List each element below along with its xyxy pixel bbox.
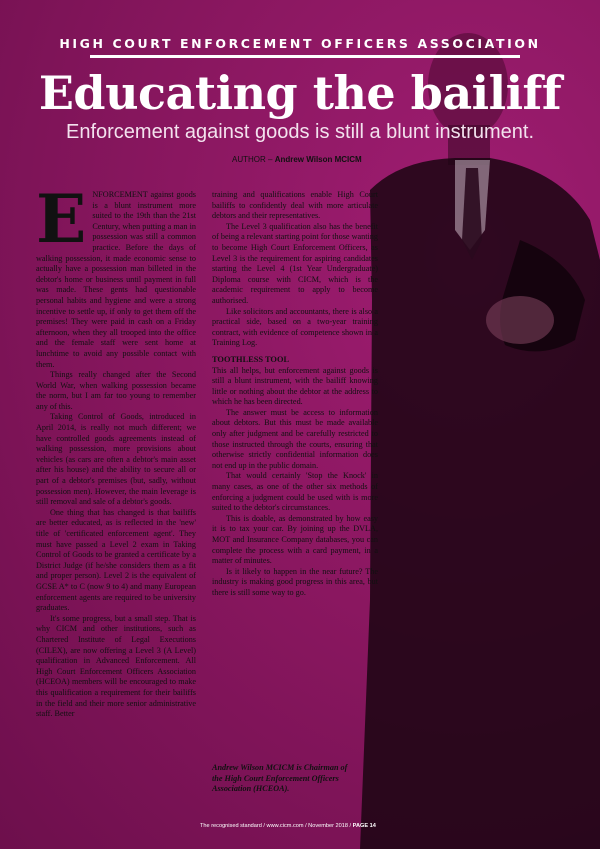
author-bio: Andrew Wilson MCICM is Chairman of the High Court Enforcement Officers Association (HCEOA). [212, 763, 348, 794]
section-title: HIGH COURT ENFORCEMENT OFFICERS ASSOCIATION [59, 36, 541, 51]
page-footer [200, 823, 376, 829]
title-rule [90, 55, 520, 58]
subheading: TOOTHLESS TOOL [212, 354, 290, 364]
article-paragraph: That would certainly 'Stop the Knock' in many cases, as one of the other six methods of enforcing a judgment could be used with is more suited to the debtor's circumstances. [212, 471, 378, 513]
article-paragraph: Things really changed after the Second World War, when walking possession became the norm, but I am far too young to remember any of this. [36, 370, 196, 411]
subhead: Enforcement against goods is still a blunt instrument. [65, 121, 535, 143]
article-paragraph: Taking Control of Goods, introduced in April 2014, is really not much different; we have controlled goods agreements instead of walking possession, more provisions about vehicles (as cars are often a debtor's main asset after his house) and the ability to secure all or part of a debtor's premises (but, sadly, without possession men). However, the main leverage is still removal and sale of a debtor's goods. [36, 412, 196, 507]
article-paragraph: It's some progress, but a small step. That is why CICM and other institutions, such as Chartered Institute of Legal Executions (CILEX), are now offering a Level 3 (A Level) qualification in Advanced Enforcement. All High Court Enforcement Officers Association (HCEOA) members will be encouraged to make this qualification a requirement for their bailiffs in the field and their more senior administrative staff. Better [36, 613, 196, 719]
author-name: Andrew Wilson MCICM [274, 155, 362, 164]
footer-text: The recognised standard / www.cicm.com / November 2018 / [200, 823, 353, 829]
article-column-1 [36, 180, 196, 720]
article-paragraph [36, 180, 196, 370]
drop-cap: E [36, 180, 87, 258]
page-number: PAGE 14 [352, 823, 376, 829]
article-column-2 [212, 190, 378, 599]
article-paragraph: The Level 3 qualification also has the benefit of being a relevant starting point for those wanting to become High Court Enforcement Officers, as Level 3 is the requirement for aspiring candidates starting the Level 4 (1st Year Undergraduate) Diploma course with CICM, which is the academic requirement to apply to become authorised. [212, 221, 378, 305]
article-paragraph: Like solicitors and accountants, there is also a practical side, based on a two-year training contract, with evidence of competence shown in a Training Log. [212, 306, 378, 348]
author-byline [232, 155, 362, 164]
article-paragraph: The answer must be access to information about debtors. But this must be made available only after judgment and be carefully restricted to those instructed through the courts, ensuring that otherwise strictly confidential information does not end up in the public domain. [212, 407, 378, 470]
headline: Educating the bailiff [38, 66, 562, 120]
article-paragraph: training and qualifications enable High Court bailiffs to confidently deal with more articulate debtors and their representatives. [212, 190, 378, 221]
author-label: AUTHOR – [232, 155, 273, 164]
paragraph-text: NFORCEMENT against goods is a blunt instrument more suited to the 19th than the 21st Century, when putting a man in possession was still a common practice. Before the days of walking possession, it made economic sense to actually have a possession man billeted in the debtor's home or business until payment in full was made. These gents had questionable personal habits and hygiene and were a strong incentive to settle up, if only to get them off the premises! They were paid in cash on a Friday afternoon, when they all trooped into the office and the female staff were sent home at lunchtime to avoid any possible contact with them. [36, 190, 196, 369]
article-paragraph: This all helps, but enforcement against goods is still a blunt instrument, with the bailiff knowing little or nothing about the debtor at the address to which he has been directed. [212, 365, 378, 407]
article-paragraph: One thing that has changed is that bailiffs are better educated, as is reflected in the 'new' title of 'certificated enforcement agent'. They must have passed a Level 2 exam in Taking Control of Goods to be granted a certificate by a District Judge (if he/she considers them as a fit and proper person). Level 2 is the equivalent of GCSE A* to C (now 9 to 4) and many European enforcement agents are required to be university graduates. [36, 507, 196, 613]
article-paragraph: Is it likely to happen in the near future? The industry is making good progress in this area, but there is still some way to go. [212, 566, 378, 597]
article-paragraph: This is doable, as demonstrated by how easy it is to tax your car. By joining up the DVLA, MOT and Insurance Company databases, you can complete the process with a card payment, in a matter of minutes. [212, 513, 378, 566]
